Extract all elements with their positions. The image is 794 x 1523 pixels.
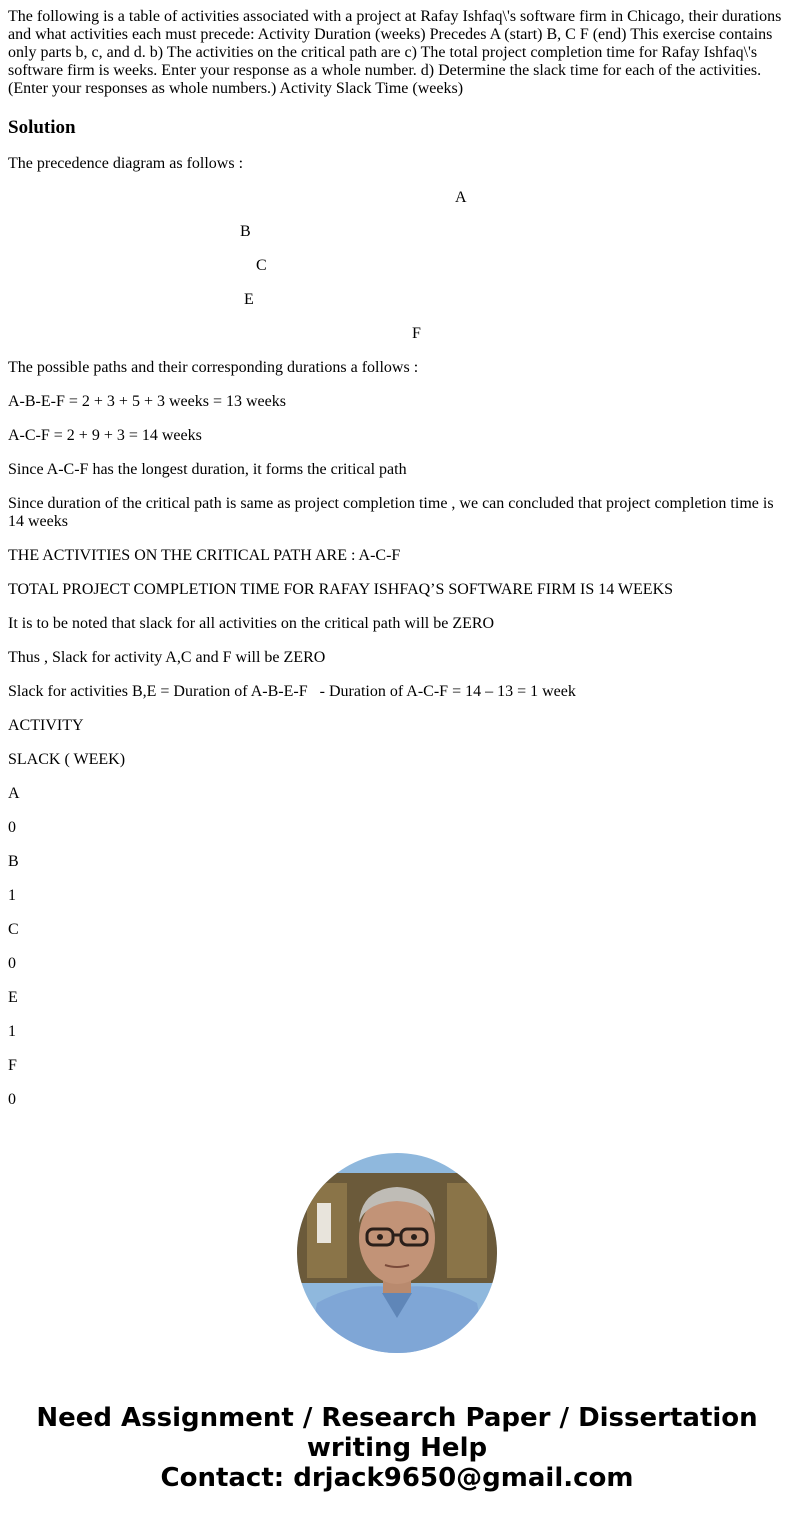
table-row-activity: F [8,1057,17,1074]
question-text: The following is a table of activities associated with a project at Rafay Ishfaq\'s software firm in Chicago, their durations and what activities each must precede: Activity Duration (weeks) Precedes A (start) B, C F (end) This exercise contains only parts b, c, and d. b) The activities on the critical path are c) The total project completion time for Rafay Ishfaq\'s software firm is weeks. Enter your response as a whole number. d) Determine the slack time for each of the activities. (Enter your responses as whole numbers.) Activity Slack Time (weeks) [8,8,782,97]
banner-line-1: Need Assignment / Research Paper / Dissertation [36,1403,758,1433]
slack-note: It is to be noted that slack for all activities on the critical path will be ZERO [8,615,495,632]
slack-be-note: Slack for activities B,E = Duration of A-B-E-F - Duration of A-C-F = 14 – 13 = 1 week [8,683,576,700]
completion-note: Since duration of the critical path is same as project completion time , we can concluded that project completion time is 14 weeks [8,495,778,530]
critical-path-answer: THE ACTIVITIES ON THE CRITICAL PATH ARE : A-C-F [8,547,401,564]
table-row-slack: 1 [8,1023,16,1040]
node-a-label: A [455,189,467,206]
node-e-label: E [244,291,254,308]
avatar-photo [297,1153,497,1353]
diagram-node-b [8,223,786,241]
path-1: A-B-E-F = 2 + 3 + 5 + 3 weeks = 13 weeks [8,393,286,410]
table-header-slack: SLACK ( WEEK) [8,751,126,768]
table-row-activity: A [8,785,20,802]
slack-zero-note: Thus , Slack for activity A,C and F will be ZERO [8,649,326,666]
table-header-activity: ACTIVITY [8,717,84,734]
node-f-label: F [412,325,421,342]
table-row-slack: 1 [8,887,16,904]
node-c-label: C [256,257,267,274]
path-2: A-C-F = 2 + 9 + 3 = 14 weeks [8,427,202,444]
diagram-node-e [8,291,786,309]
banner-line-2: writing Help [306,1433,488,1463]
table-row-activity: C [8,921,19,938]
longest-path-note: Since A-C-F has the longest duration, it forms the critical path [8,461,407,478]
banner-contact-line: Contact: drjack9650@gmail.com [160,1463,634,1493]
table-row-slack: 0 [8,819,16,836]
table-row-slack: 0 [8,1091,16,1108]
paths-intro: The possible paths and their corresponding durations a follows : [8,359,419,376]
table-row-activity: E [8,989,18,1006]
total-time-answer: TOTAL PROJECT COMPLETION TIME FOR RAFAY ISHFAQ’S SOFTWARE FIRM IS 14 WEEKS [8,581,674,598]
table-row-slack: 0 [8,955,16,972]
diagram-node-c [8,257,786,275]
diagram-intro: The precedence diagram as follows : [8,155,244,172]
table-row-activity: B [8,853,19,870]
solution-heading: Solution [8,117,76,138]
avatar [297,1153,497,1353]
diagram-node-f [8,325,786,343]
node-b-label: B [240,223,251,240]
diagram-node-a [8,189,786,207]
contact-banner [0,1403,794,1493]
